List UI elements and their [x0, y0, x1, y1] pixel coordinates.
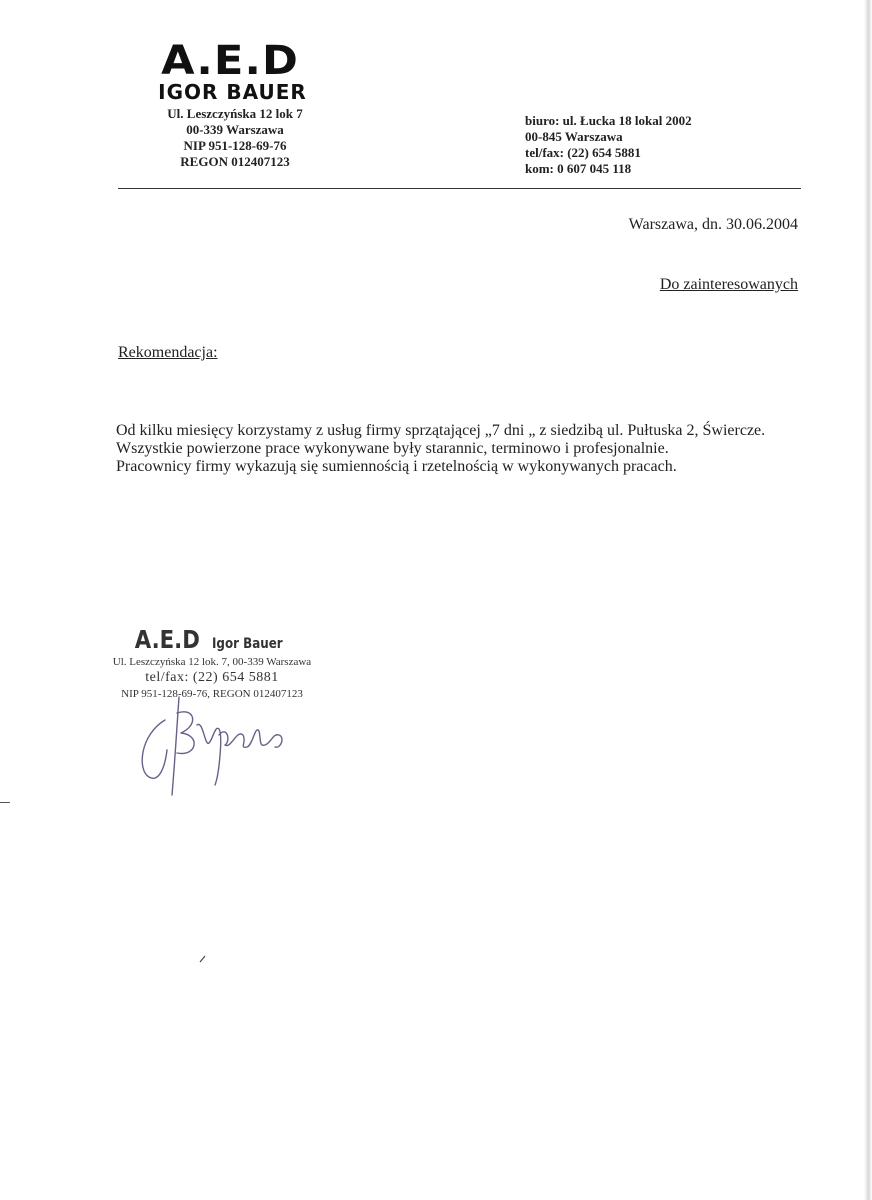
ink-speck — [199, 955, 207, 963]
letter-recipient: Do zainteresowanych — [659, 276, 798, 293]
letter-subject: Rekomendacja: — [118, 344, 218, 361]
office-mobile: kom: 0 607 045 118 — [525, 161, 632, 176]
signature-letters — [197, 724, 282, 785]
letterhead-address-left — [150, 106, 320, 170]
letterhead-owner: IGOR BAUER — [158, 80, 307, 104]
signature-stem — [172, 697, 179, 795]
letter-date: Warszawa, dn. 30.06.2004 — [628, 216, 798, 233]
letterhead-address-right — [525, 113, 745, 177]
stamp-address: Ul. Leszczyńska 12 lok. 7, 00-339 Warszawa — [112, 656, 312, 668]
company-stamp — [96, 625, 328, 702]
address-street: Ul. Leszczyńska 12 lok 7 — [167, 106, 303, 121]
stamp-brand: A.E.D — [134, 625, 201, 654]
stamp-owner: Igor Bauer — [211, 636, 283, 652]
letter-body — [116, 422, 800, 476]
signature-b — [177, 712, 194, 754]
signature-loop — [142, 720, 167, 778]
office-city: 00-845 Warszawa — [525, 129, 623, 144]
body-paragraph-1: Od kilku miesięcy korzystamy z usług firmy sprzątającej „7 dni „ z siedzibą ul. Pułtuska 2, Świercze. — [116, 422, 766, 439]
body-paragraph-3: Pracownicy firmy wykazują się sumiennością i rzetelnością w wykonywanych pracach. — [116, 458, 677, 475]
office-telfax: tel/fax: (22) 654 5881 — [525, 145, 641, 160]
scan-margin-mark — [0, 802, 10, 803]
address-city: 00-339 Warszawa — [186, 122, 284, 137]
stamp-telfax: tel/fax: (22) 654 5881 — [145, 670, 279, 685]
office-street: biuro: ul. Łucka 18 lokal 2002 — [525, 113, 692, 128]
letterhead-brand: A.E.D — [161, 38, 299, 84]
scan-page-edge — [864, 0, 872, 1200]
stamp-ids: NIP 951-128-69-76, REGON 012407123 — [121, 688, 303, 700]
letterhead-divider — [118, 188, 801, 189]
address-regon: REGON 012407123 — [180, 154, 290, 169]
handwritten-signature — [135, 695, 295, 800]
stamp-header — [96, 625, 328, 654]
address-nip: NIP 951-128-69-76 — [183, 138, 287, 153]
body-paragraph-2: Wszystkie powierzone prace wykonywane były starannic, terminowo i profesjonalnie. — [116, 440, 669, 457]
